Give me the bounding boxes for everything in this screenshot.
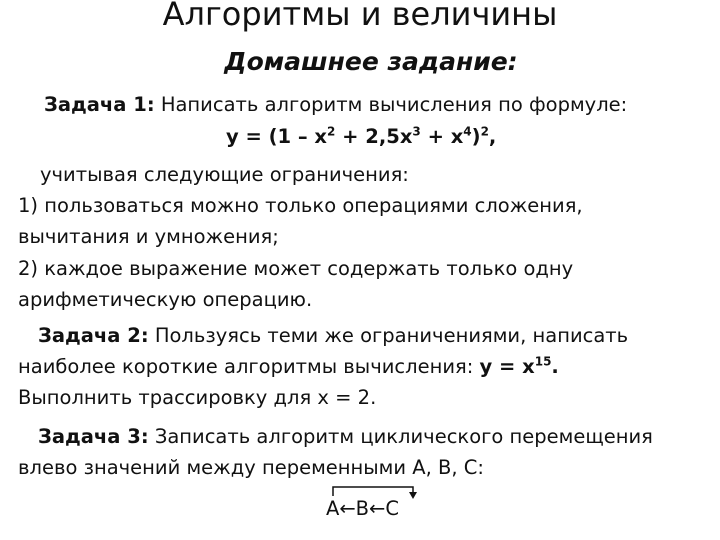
task1-formula: [226, 124, 496, 150]
slide-title: Алгоритмы и величины: [162, 0, 558, 33]
formula-part: y = (1 – x: [226, 125, 328, 148]
task2-line2: [18, 354, 559, 380]
task1-rule1-line1: 1) пользоваться можно только операциями сложения,: [18, 194, 583, 217]
formula-part: ,: [488, 125, 497, 148]
task2-line3: Выполнить трассировку для x = 2.: [18, 386, 377, 409]
formula-exponent: 2: [480, 124, 489, 139]
task3-label: Задача 3:: [38, 425, 149, 448]
task1-rule1-line2: вычитания и умножения;: [18, 225, 279, 248]
homework-heading: Домашнее задание:: [224, 47, 518, 76]
task1-line: [44, 92, 627, 118]
task2-text: наиболее короткие алгоритмы вычисления:: [18, 355, 480, 378]
formula-exponent: 3: [412, 124, 421, 139]
formula-part: + 2,5x: [335, 125, 413, 148]
task3-text: Записать алгоритм циклического перемещения: [148, 425, 653, 448]
formula-exponent: 15: [534, 354, 552, 369]
task1-label: Задача 1:: [44, 93, 155, 116]
task2-label: Задача 2:: [38, 324, 149, 347]
task2-line1: [38, 323, 628, 349]
formula-part: ): [471, 125, 481, 148]
task3-line2: влево значений между переменными А, В, С:: [18, 456, 484, 479]
task2-text: Пользуясь теми же ограничениями, написать: [148, 324, 629, 347]
formula-exponent: 2: [327, 124, 336, 139]
task1-rule2-line1: 2) каждое выражение может содержать только одну: [18, 257, 574, 280]
cycle-expression: А←В←С: [326, 497, 400, 520]
task2-formula: $y = x^{15}$.: [479, 354, 559, 378]
formula-part: + x: [420, 125, 464, 148]
task1-constraints-intro: учитывая следующие ограничения:: [40, 163, 409, 186]
task1-rule2-line2: арифметическую операцию.: [18, 288, 313, 311]
task3-line1: [38, 424, 653, 450]
formula-exponent: 4: [463, 124, 472, 139]
task1-text: Написать алгоритм вычисления по формуле:: [154, 93, 628, 116]
cycle-diagram: [326, 480, 426, 530]
